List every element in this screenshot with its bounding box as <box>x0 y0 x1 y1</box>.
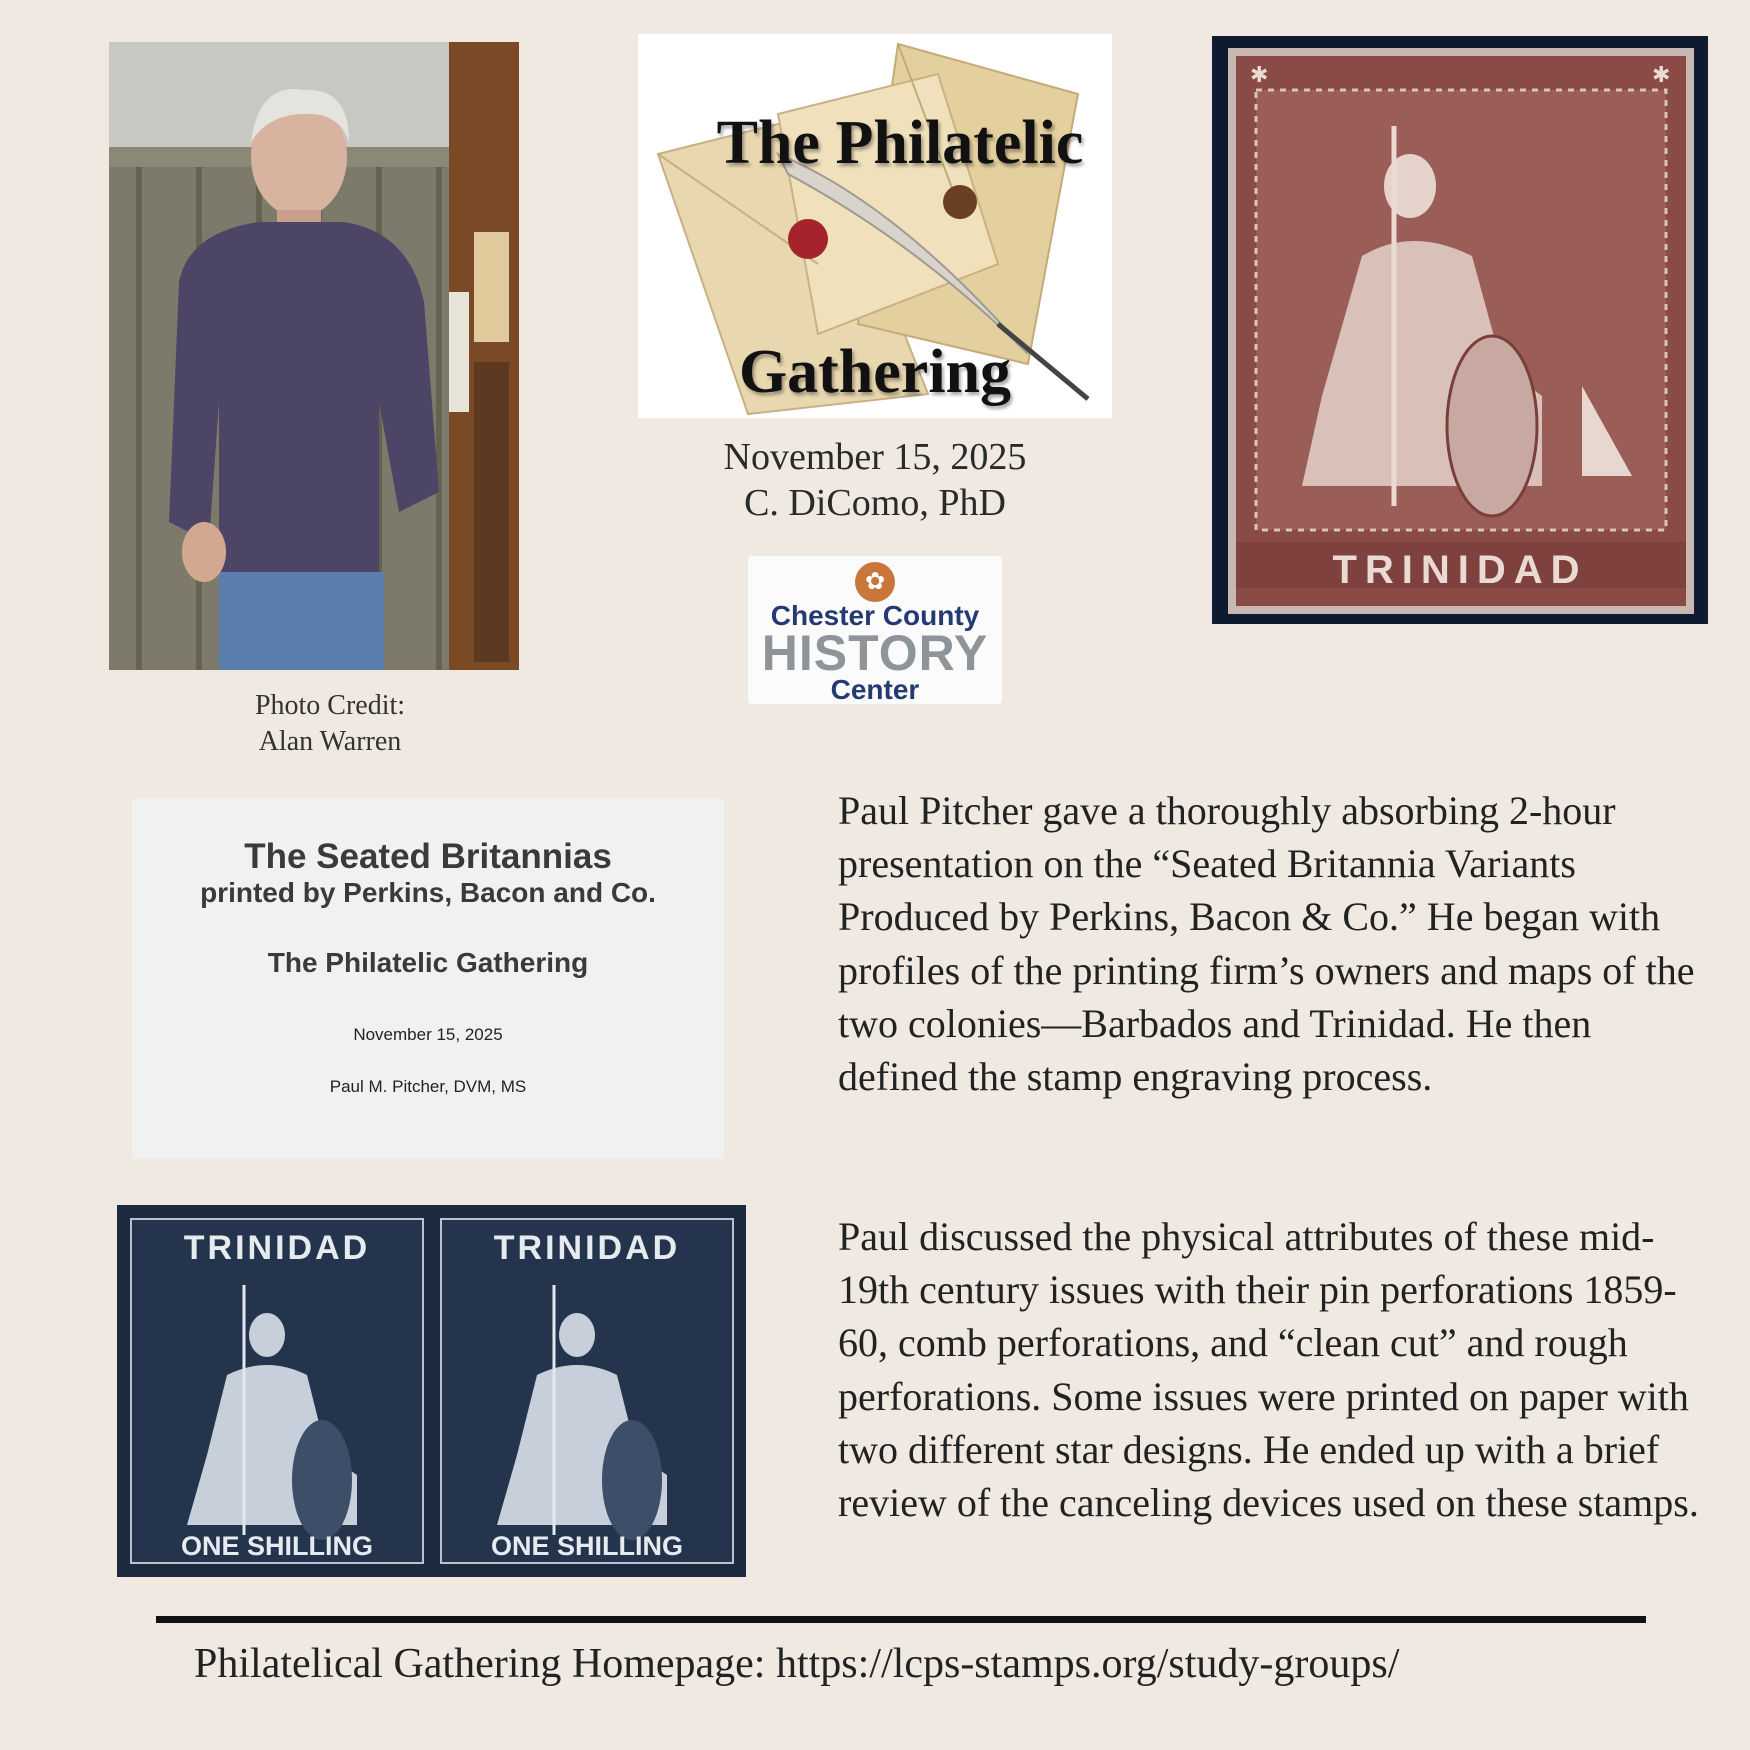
blue-stamp-right-top-label: TRINIDAD <box>493 1229 681 1267</box>
body-paragraph-1: Paul Pitcher gave a thoroughly absorbing 2-hour presentation on the “Seated Britannia Variants Produced by Perkins, Bacon & Co.” He began with profiles of the printing firm’s owners and maps of the two colonies—Barbados and Trinidad. He then defined the stamp engraving process. <box>838 788 1695 1100</box>
chester-county-history-center-logo <box>748 556 1002 704</box>
event-info <box>640 434 1110 526</box>
blue-stamp-left-top-label: TRINIDAD <box>183 1229 371 1267</box>
blue-stamp-left-bottom-label: ONE SHILLING <box>180 1531 373 1561</box>
red-stamp-label: TRINIDAD <box>1332 548 1588 592</box>
presentation-title-slide <box>132 799 724 1159</box>
photo-credit-label: Photo Credit: <box>254 690 406 721</box>
event-author: C. DiComo, PhD <box>744 482 1006 524</box>
footer-homepage-link[interactable]: Philatelical Gathering Homepage: https://lcps-stamps.org/study-groups/ <box>194 1641 1400 1687</box>
sponsor-line2: HISTORY <box>761 625 989 681</box>
speaker-photo <box>109 42 519 670</box>
photo-credit <box>210 688 450 760</box>
slide-presenter: Paul M. Pitcher, DVM, MS <box>329 1077 527 1096</box>
slide-event: The Philatelic Gathering <box>267 947 589 978</box>
footer-divider <box>156 1616 1646 1623</box>
philatelic-gathering-logo <box>638 34 1112 418</box>
svg-text:✱: ✱ <box>1250 62 1269 87</box>
history-center-emblem-icon: ✿ <box>855 562 895 602</box>
blue-stamp-right-bottom-label: ONE SHILLING <box>490 1531 683 1561</box>
svg-text:✱: ✱ <box>1652 62 1671 87</box>
trinidad-blue-stamp-pair <box>117 1205 746 1577</box>
event-date: November 15, 2025 <box>723 436 1027 478</box>
body-paragraph-2: Paul discussed the physical attributes of these mid-19th century issues with their pin perforations 1859-60, comb perforations, and “clean cut” and rough perforations. Some issues were printed on paper with two different star designs. He ended up with a brief review of the canceling devices used on these stamps. <box>838 1214 1699 1526</box>
photo-credit-name: Alan Warren <box>258 726 402 757</box>
sponsor-line1: Chester County <box>770 600 980 631</box>
slide-date: November 15, 2025 <box>353 1025 503 1044</box>
sponsor-line3: Center <box>830 674 920 705</box>
slide-subtitle: printed by Perkins, Bacon and Co. <box>200 877 656 908</box>
logo-title-line2: Gathering <box>738 338 1012 406</box>
trinidad-red-stamp <box>1212 36 1708 624</box>
logo-title-line1: The Philatelic <box>716 109 1084 177</box>
slide-title: The Seated Britannias <box>244 837 612 876</box>
